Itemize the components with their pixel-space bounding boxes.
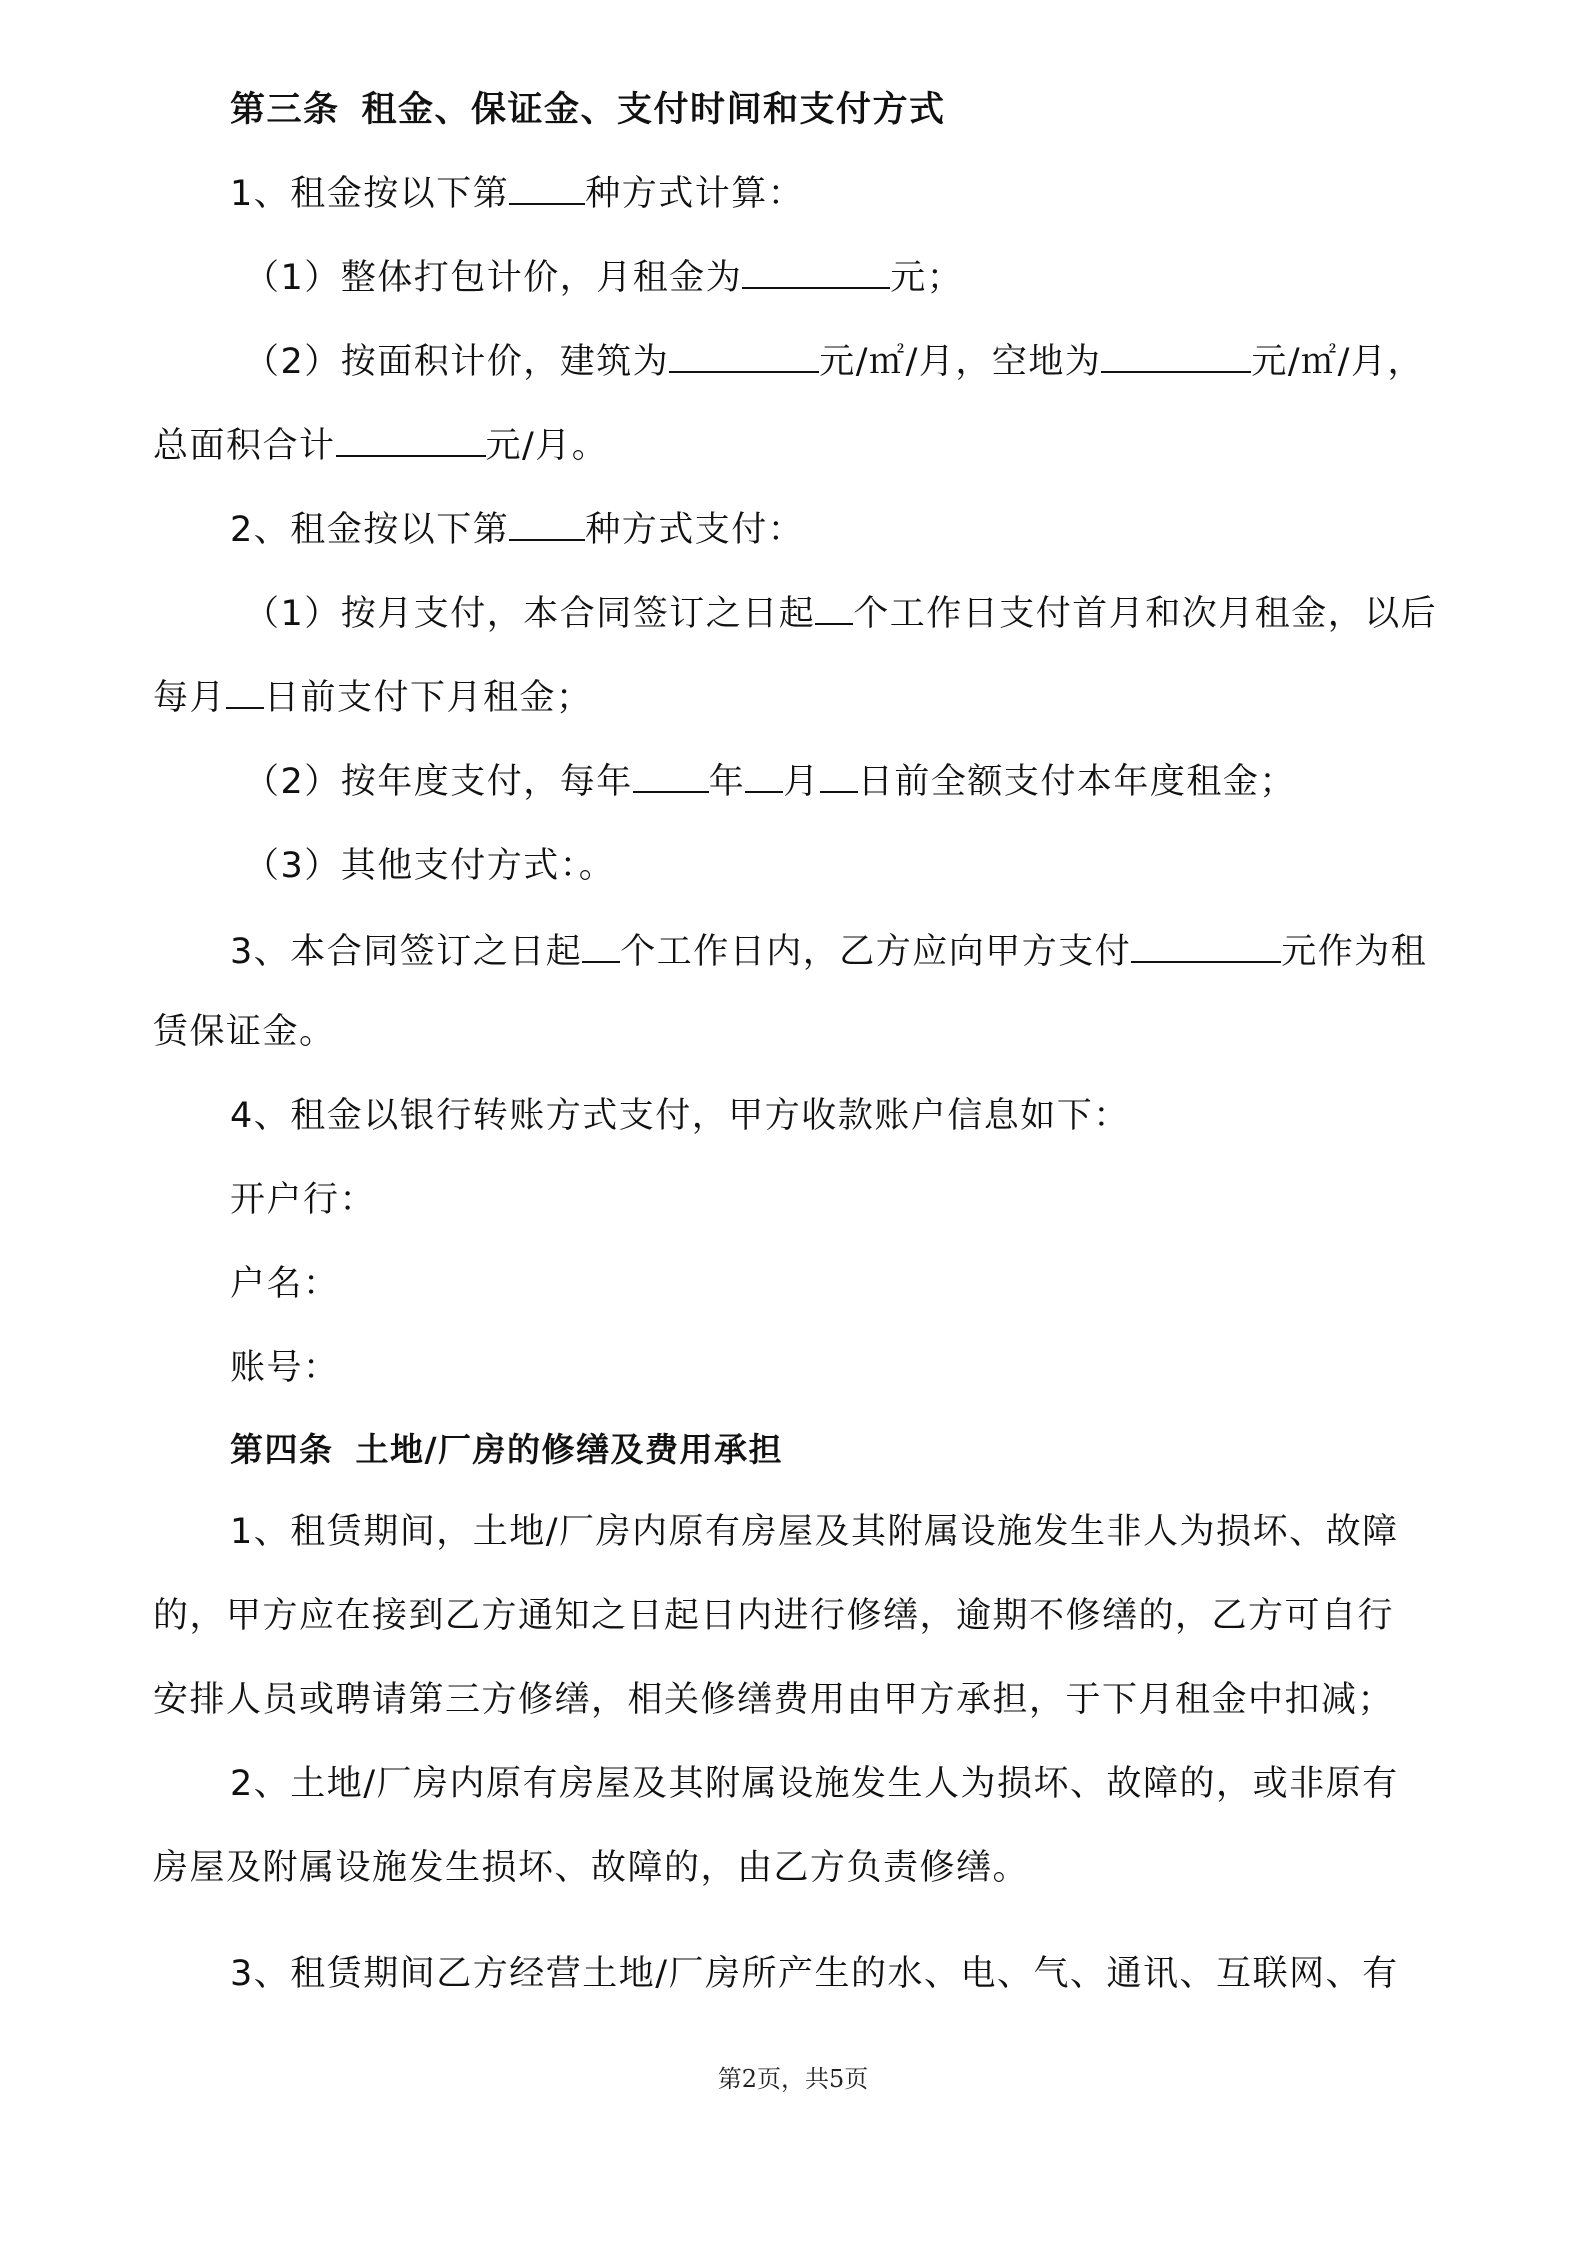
clause-4-1-line1: 1、租赁期间，土地/厂房内原有房屋及其附属设施发生非人为损坏、故障 xyxy=(230,1512,1399,1552)
clause-3-1-2-cont: 总面积合计 元/月。 xyxy=(153,426,609,466)
open-land-price-blank xyxy=(1101,341,1251,373)
total-area-rent-blank xyxy=(336,425,486,457)
account-name-label: 户名： xyxy=(230,1264,340,1304)
clause-4-2-line2: 房屋及附属设施发生损坏、故障的，由乙方负责修缮。 xyxy=(153,1848,1030,1888)
clause-4-2-line1: 2、土地/厂房内原有房屋及其附属设施发生人为损坏、故障的，或非原有 xyxy=(230,1764,1399,1804)
clause-3-2: 2、租金按以下第 种方式支付： xyxy=(230,510,805,550)
monthly-day-blank xyxy=(226,677,264,709)
day-blank xyxy=(820,761,858,793)
page-footer: 第2页，共5页 xyxy=(717,2065,869,2093)
deposit-workday-blank xyxy=(582,931,620,963)
clause-4-1-line3: 安排人员或聘请第三方修缮，相关修缮费用由甲方承担，于下月租金中扣减； xyxy=(153,1680,1395,1720)
clause-4-1-line2: 的，甲方应在接到乙方通知之日起日内进行修缮，逾期不修缮的，乙方可自行 xyxy=(153,1596,1395,1636)
clause-3-2-1: （1）按月支付，本合同签订之日起 个工作日支付首月和次月租金，以后 xyxy=(244,594,1438,634)
month-blank xyxy=(745,761,783,793)
article4-heading-number: 第四条 xyxy=(230,1430,334,1469)
monthly-rent-blank xyxy=(742,257,890,289)
deposit-amount-blank xyxy=(1131,931,1281,963)
bank-name-label: 开户行： xyxy=(230,1180,377,1220)
clause-3-1: 1、租金按以下第 种方式计算： xyxy=(230,174,805,214)
clause-3-1-1: （1）整体打包计价，月租金为 元； xyxy=(244,258,964,298)
pay-method-blank xyxy=(509,509,585,541)
building-price-blank xyxy=(669,341,819,373)
clause-3-4: 4、租金以银行转账方式支付，甲方收款账户信息如下： xyxy=(230,1096,1130,1136)
clause-3-3: 3、本合同签订之日起 个工作日内，乙方应向甲方支付 元作为租 xyxy=(230,932,1428,972)
article3-heading-text: 租金、保证金、支付时间和支付方式 xyxy=(361,90,946,130)
clause-3-1-2: （2）按面积计价，建筑为 元/㎡/月，空地为 元/㎡/月， xyxy=(244,342,1424,382)
year-blank xyxy=(633,761,709,793)
clause-3-2-1-cont: 每月 日前支付下月租金； xyxy=(153,678,593,718)
clause-3-3-cont: 赁保证金。 xyxy=(153,1012,336,1052)
account-number-label: 账号： xyxy=(230,1348,340,1388)
article4-heading-text: 土地/厂房的修缮及费用承担 xyxy=(355,1430,784,1469)
workday-blank xyxy=(815,593,853,625)
clause-3-2-2: （2）按年度支付，每年 年 月 日前全额支付本年度租金； xyxy=(244,762,1296,802)
calc-method-blank xyxy=(509,173,585,205)
article3-heading xyxy=(230,88,946,132)
article3-heading-number: 第三条 xyxy=(230,90,340,130)
clause-4-3-line1: 3、租赁期间乙方经营土地/厂房所产生的水、电、气、通讯、互联网、有 xyxy=(230,1954,1399,1994)
article4-heading xyxy=(230,1428,783,1472)
clause-3-2-3: （3）其他支付方式：。 xyxy=(244,846,616,886)
